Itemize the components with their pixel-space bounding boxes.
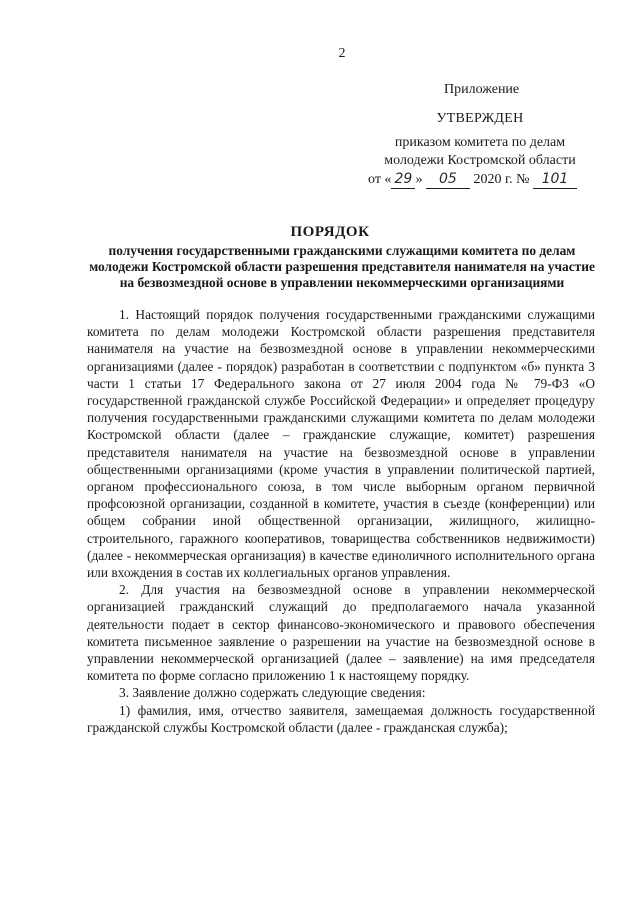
approval-date-line [368,170,590,189]
year-text: 2020 г. № [473,172,530,187]
page-number: 2 [338,46,346,61]
paragraph-4: 1) фамилия, имя, отчество заявителя, замещаемая должность государственной гражданской службы Костромской области (далее - гражданская служба); [87,702,595,735]
document-body [87,306,595,736]
paragraph-2: 2. Для участия на безвозмездной основе в управлении некоммерческой организацией гражданский служащий до предполагаемого начала указанной деятельности подает в сектор финансово-экономического и правового обеспечения комитета письменное заявление о разрешении на участие на безвозмездной основе в управлении некоммерческой организацией (далее – заявление) на имя председателя комитета по форме согласно приложению 1 к настоящему порядку. [87,582,595,684]
document-title: ПОРЯДОК [290,224,370,240]
handwritten-order-number: 101 [533,170,577,189]
appendix-label: Приложение [444,82,520,97]
paragraph-3: 3. Заявление должно содержать следующие сведения: [119,685,426,701]
date-prefix: от « [368,172,392,187]
approval-line-1: приказом комитета по делам [394,135,566,150]
paragraph-1: 1. Настоящий порядок получения государственными гражданскими служащими комитета по делам молодежи Костромской области разрешения представителя нанимателя на участие на безвозмездной основе в управлении некоммерческими организациями (далее - порядок) разработан в соответствии с подпунктом «б» пункта 3 части 1 статьи 17 Федерального закона от 27 июля 2004 года № 79-ФЗ «О государственной гражданской службе Российской Федерации» и определяет процедуру получения государственными гражданскими служащими комитета по делам молодежи Костромской области (далее – гражданские служащие, комитет) разрешения представителя нанимателя на участие на безвозмездной основе в управлении общественными организациями (кроме участия в управлении политической партией, органом профессионального союза, в том числе выборным органом первичной профсоюзной организации, созданной в комитете, участия в съезде (конференции) или общем собрании иной общественной организации, жилищного, жилищно-строительного, гаражного кооперативов, товарищества собственников недвижимости) (далее - некоммерческая организация) в качестве единоличного исполнительного органа или вхождения в состав их коллегиальных органов управления. [87,307,595,581]
handwritten-day: 29 [391,170,415,189]
date-mid: » [415,172,423,187]
approval-block [370,110,590,189]
approved-heading: УТВЕРЖДЕН [436,111,524,126]
handwritten-month: 05 [426,170,470,189]
approval-line-2: молодежи Костромской области [384,153,576,168]
document-subtitle: получения государственными гражданскими служащими комитета по делам молодежи Костромской области разрешения представителя нанимателя на участие на безвозмездной основе в управлении некоммерческими организациями [89,243,595,290]
